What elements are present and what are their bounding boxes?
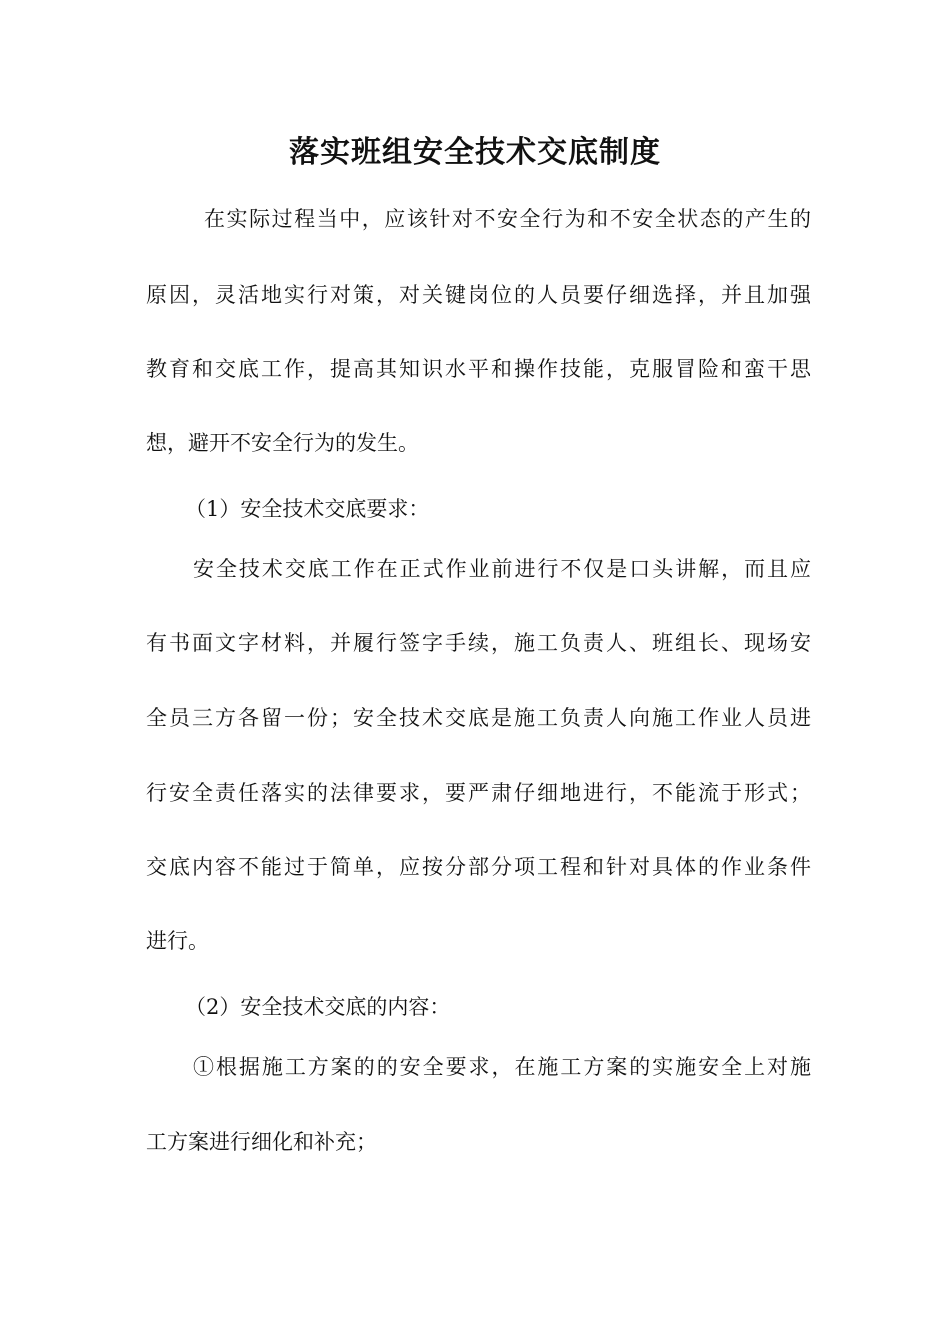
section-heading: （1）安全技术交底要求： [185, 497, 430, 521]
paragraph-line: 原因，灵活地实行对策，对关键岗位的人员要仔细选择，并且加强 [146, 283, 811, 307]
paragraph-line: 全员三方各留一份；安全技术交底是施工负责人向施工作业人员进 [146, 706, 811, 730]
list-item-line: ①根据施工方案的的安全要求，在施工方案的实施安全上对施 [193, 1055, 811, 1079]
list-item-line: 工方案进行细化和补充； [146, 1130, 377, 1154]
paragraph-line: 交底内容不能过于简单，应按分部分项工程和针对具体的作业条件 [146, 855, 811, 879]
document-title: 落实班组安全技术交底制度 [289, 135, 661, 170]
paragraph-line: 安全技术交底工作在正式作业前进行不仅是口头讲解，而且应 [193, 557, 811, 581]
section-heading: （2）安全技术交底的内容： [185, 995, 451, 1019]
paragraph-line: 行安全责任落实的法律要求，要严肃仔细地进行，不能流于形式； [146, 781, 811, 805]
paragraph-line: 教育和交底工作，提高其知识水平和操作技能，克服冒险和蛮干思 [146, 357, 811, 381]
paragraph-line: 在实际过程当中，应该针对不安全行为和不安全状态的产生的 [204, 207, 811, 231]
paragraph-line: 有书面文字材料，并履行签字手续，施工负责人、班组长、现场安 [146, 631, 811, 655]
paragraph-line: 进行。 [146, 929, 209, 953]
paragraph-line: 想，避开不安全行为的发生。 [146, 431, 419, 455]
